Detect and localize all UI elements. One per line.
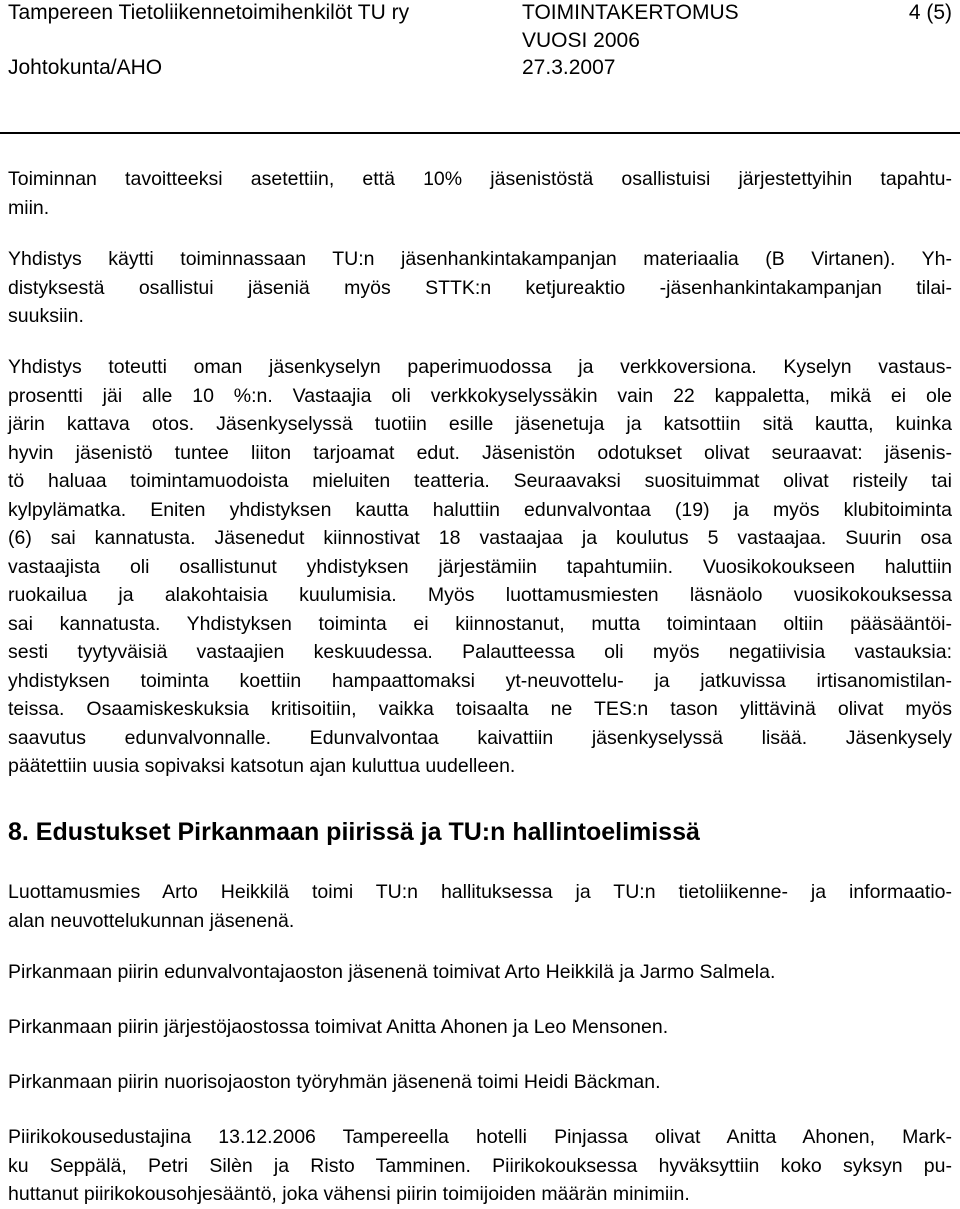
section-heading: 8. Edustukset Pirkanmaan piirissä ja TU:n hallintoelimissä — [8, 818, 700, 846]
text-line: Piirikokousedustajina 13.12.2006 Tampereella hotelli Pinjassa olivat Anitta Ahonen, Mark- — [8, 1126, 952, 1148]
text-line: prosentti jäi alle 10 %:n. Vastaajia oli verkkokyselyssäkin vain 22 kappaletta, mikä ei ole — [8, 384, 952, 407]
header-document-title: TOIMINTAKERTOMUS — [522, 1, 739, 24]
paragraph-union-board — [8, 878, 952, 935]
text-line: hyvin jäsenistö tuntee liiton tarjoamat edut. Jäsenistön odotukset olivat seuraavat: jäsenis- — [8, 441, 952, 464]
text-line: Yhdistys toteutti oman jäsenkyselyn paperimuodossa ja verkkoversiona. Kyselyn vastaus- — [8, 356, 952, 378]
text-line: saavutus edunvalvonnalle. Edunvalvontaa kaivattiin jäsenkyselyssä lisää. Jäsenkysely — [8, 726, 952, 749]
text-line: tö haluaa toimintamuodoista mieluiten teatteria. Seuraavaksi suosituimmat olivat risteily tai — [8, 470, 952, 492]
text-line: Pirkanmaan piirin järjestöjaostossa toimivat Anitta Ahonen ja Leo Mensonen. — [8, 1016, 669, 1038]
header-department: Johtokunta/AHO — [8, 56, 163, 79]
text-line: sesti tyytyväisiä vastaajien keskuudessa. Palautteessa oli myös negatiivisia vastauksia: — [8, 641, 952, 663]
header-date: 27.3.2007 — [522, 56, 616, 79]
text-line: järin kattava otos. Jäsenkyselyssä tuotiin esille jäsenetuja ja katsottiin sitä kautta, kuinka — [8, 413, 952, 435]
text-line: yhdistyksen toiminta koettiin hampaattomaksi yt-neuvottelu- ja jatkuvissa irtisanomistilan- — [8, 669, 952, 692]
paragraph-advocacy-committee — [8, 958, 952, 987]
header-organization: Tampereen Tietoliikennetoimihenkilöt TU ry — [8, 1, 410, 24]
text-line: miin. — [8, 196, 50, 219]
paragraph-youth-committee — [8, 1068, 952, 1097]
text-line: vastaajista oli osallistunut yhdistyksen järjestämiin tapahtumiin. Vuosikokoukseen haluttiin — [8, 555, 952, 578]
header-page-number: 4 (5) — [908, 1, 952, 24]
paragraph-member-survey — [8, 353, 952, 781]
text-line: sai kannatusta. Yhdistyksen toiminta ei kiinnostanut, mutta toimintaan oltiin pääsääntöi- — [8, 612, 952, 635]
text-line: teissa. Osaamiskeskuksia kritisoitiin, vaikka toisaalta ne TES:n tason ylittävinä olivat myös — [8, 698, 952, 720]
text-line: Yhdistys käytti toiminnassaan TU:n jäsenhankintakampanjan materiaalia (B Virtanen). Yh- — [8, 248, 952, 270]
paragraph-organisation-committee — [8, 1013, 952, 1042]
text-line: suuksiin. — [8, 305, 84, 327]
text-line: Pirkanmaan piirin edunvalvontajaoston jäsenenä toimivat Arto Heikkilä ja Jarmo Salmela. — [8, 961, 776, 983]
paragraph-participation-goal — [8, 165, 952, 222]
text-line: Toiminnan tavoitteeksi asetettiin, että 10% jäsenistöstä osallistuisi järjestettyihin tapahtu- — [8, 168, 952, 190]
paragraph-district-meeting — [8, 1123, 952, 1209]
text-line: ku Seppälä, Petri Silèn ja Risto Tamminen. Piirikokouksessa hyväksyttiin koko syksyn pu- — [8, 1154, 952, 1177]
paragraph-member-campaign — [8, 245, 952, 331]
text-line: Luottamusmies Arto Heikkilä toimi TU:n hallituksessa ja TU:n tietoliikenne- ja informaatio- — [8, 881, 952, 903]
text-line: alan neuvottelukunnan jäsenenä. — [8, 909, 295, 932]
header-divider — [0, 132, 960, 134]
text-line: päätettiin uusia sopivaksi katsotun ajan kuluttua uudelleen. — [8, 755, 516, 777]
text-line: (6) sai kannatusta. Jäsenedut kiinnostivat 18 vastaajaa ja koulutus 5 vastaajaa. Suurin osa — [8, 527, 952, 549]
text-line: ruokailua ja alakohtaisia kuulumisia. Myös luottamusmiesten läsnäolo vuosikokouksessa — [8, 584, 952, 606]
header-document-year: VUOSI 2006 — [522, 29, 640, 52]
text-line: Pirkanmaan piirin nuorisojaoston työryhmän jäsenenä toimi Heidi Bäckman. — [8, 1071, 661, 1093]
text-line: huttanut piirikokousohjesääntö, joka vähensi piirin toimijoiden määrän minimiin. — [8, 1183, 690, 1205]
text-line: kylpylämatka. Eniten yhdistyksen kautta haluttiin edunvalvontaa (19) ja myös klubitoiminta — [8, 498, 952, 521]
text-line: distyksestä osallistui jäseniä myös STTK:n ketjureaktio -jäsenhankintakampanjan tilai- — [8, 276, 952, 299]
